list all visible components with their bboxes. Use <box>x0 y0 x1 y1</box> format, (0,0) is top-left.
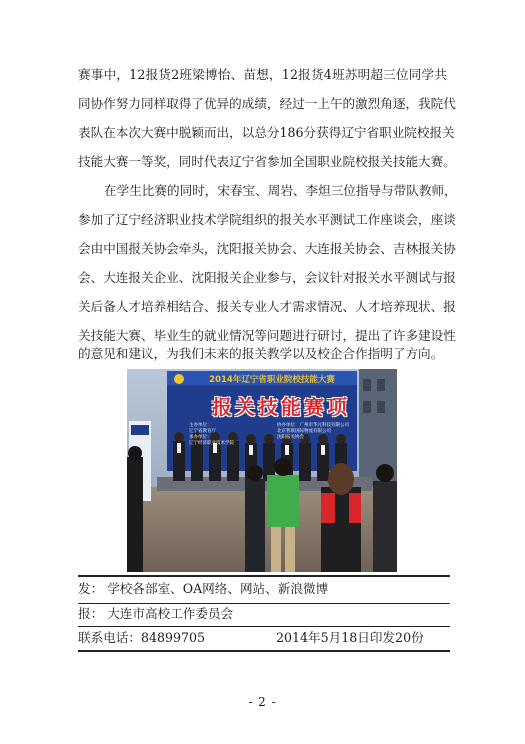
report-label: 报： <box>78 606 104 621</box>
send-label: 发： <box>78 581 104 596</box>
issue-info: 2014年5月18日印发20份 <box>276 630 424 645</box>
paragraph-line: 会由中国报关协会牵头，沈阳报关协会、大连报关协会、吉林报关协 <box>78 241 456 256</box>
send-value: 学校各部室、OA网络、网站、新浪微博 <box>107 581 329 596</box>
banner-small-text: 北京智联国际物流有限公司 <box>277 429 331 434</box>
divider <box>78 603 450 604</box>
report-to-line <box>78 606 233 622</box>
event-photo <box>127 369 397 572</box>
banner-small-text: 辽宁经济职业技术学院 <box>189 441 234 446</box>
paragraph-line: 同协作努力同样取得了优异的成绩，经过一上午的激烈角逐，我院代 <box>78 96 456 111</box>
banner-year-title: 2014年辽宁省职业院校技能大赛 <box>209 375 335 385</box>
paragraph-line: 赛事中，12报货2班梁博怡、苗想，12报货4班苏明超三位同学共 <box>78 67 448 82</box>
phone-label: 联系电话： <box>78 630 141 645</box>
banner-main-title: 报关技能赛项 <box>212 395 350 419</box>
divider <box>78 626 450 627</box>
paragraph-line: 会、大连报关企业、沈阳报关企业参与，会议针对报关水平测试与报 <box>78 270 456 285</box>
banner-small-text: 辽宁省教育厅 <box>189 429 216 434</box>
phone-value: 84899705 <box>140 630 206 645</box>
paragraph-line: 技能大赛一等奖，同时代表辽宁省参加全国职业院校报关技能大赛。 <box>78 154 456 169</box>
paragraph-line: 的意见和建议，为我们未来的报关教学以及校企合作指明了方向。 <box>78 346 444 361</box>
divider-top <box>78 575 450 577</box>
paragraph-line: 表队在本次大赛中脱颖而出，以总分186分获得辽宁省职业院校报关 <box>78 125 455 140</box>
send-to-line <box>78 581 328 597</box>
paragraph-line: 在学生比赛的同时，宋春宝、周岩、李炟三位指导与带队教师， <box>104 183 457 198</box>
banner-small-text: 主办单位： <box>189 423 212 428</box>
logo-icon <box>174 374 184 384</box>
paragraph-line: 关技能大赛、毕业生的就业情况等问题进行研讨，提出了许多建设性 <box>78 328 456 343</box>
banner-small-text: 沈阳报关协会 <box>277 435 304 440</box>
divider-bottom <box>78 650 450 652</box>
banner-small-right <box>277 423 349 441</box>
report-value: 大连市高校工作委员会 <box>107 606 234 621</box>
paragraph-line: 参加了辽宁经济职业技术学院组织的报关水平测试工作座谈会，座谈 <box>78 212 456 227</box>
banner-small-text: 协办单位：广州市华元科技有限公司 <box>277 423 349 428</box>
page-number: - 2 - <box>248 695 277 709</box>
banner-small-text: 承办单位： <box>189 435 212 440</box>
banner-small-left <box>189 423 234 447</box>
paragraph-line: 关后备人才培养相结合、报关专业人才需求情况、人才培养现状、报 <box>78 299 456 314</box>
green-jacket <box>267 475 299 527</box>
phone-line <box>78 630 205 646</box>
